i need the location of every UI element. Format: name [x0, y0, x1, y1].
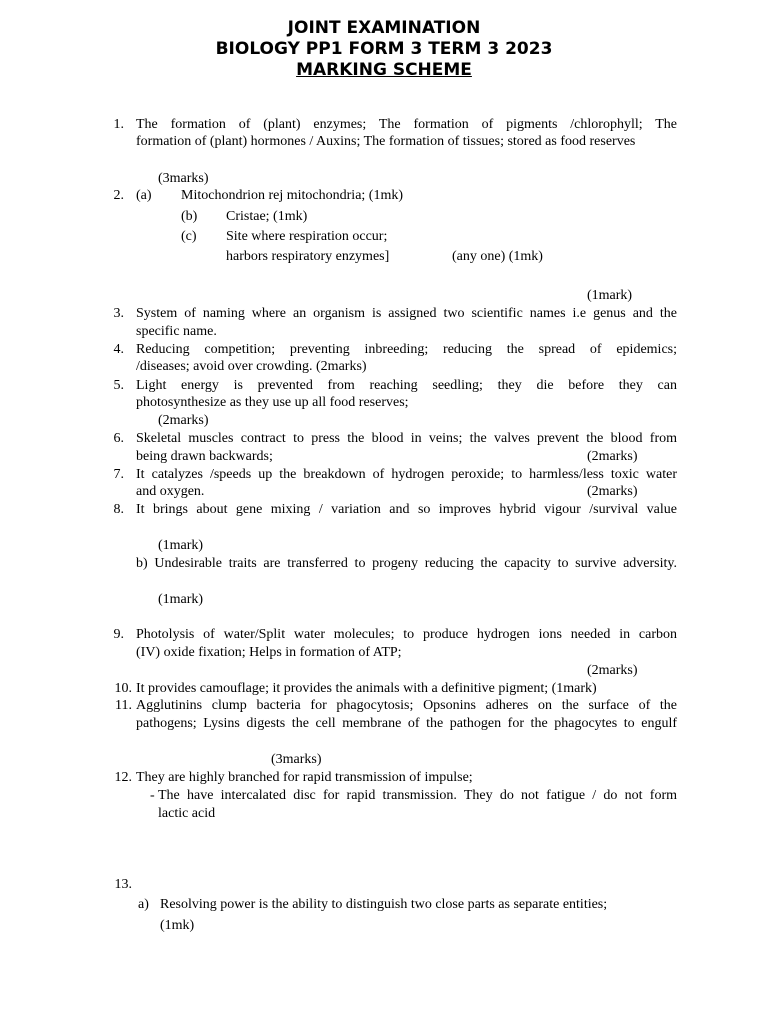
marks: (1mark) [158, 592, 204, 607]
question-number: 3. [113, 306, 124, 321]
question-number: 8. [113, 502, 124, 517]
answer-line: The have intercalated disc for rapid transmission. They do not fatigue / do not form [158, 788, 677, 803]
marks: (2marks) [158, 413, 209, 428]
marks: (1mark) [158, 538, 204, 553]
answer-line: specific name. [136, 324, 217, 339]
marks: (3marks) [271, 752, 322, 767]
question-number: 10. [114, 681, 132, 696]
marking-scheme-title [0, 60, 768, 80]
part-label: (b) [181, 209, 198, 224]
answer-line: The formation of (plant) enzymes; The formation of pigments /chlorophyll; The [136, 117, 677, 132]
answer-line: photosynthesize as they use up all food reserves; [136, 395, 409, 410]
answer-line: It catalyzes /speeds up the breakdown of hydrogen peroxide; to harmless/less toxic water [136, 467, 677, 482]
answer-line: Mitochondrion rej mitochondria; (1mk) [181, 188, 404, 203]
bullet: - [150, 788, 155, 803]
answer-line: and oxygen. [136, 484, 205, 499]
answer-line: formation of (plant) hormones / Auxins; The formation of tissues; stored as food reserves [136, 134, 636, 149]
answer-line: b) Undesirable traits are transferred to progeny reducing the capacity to survive adversity. [136, 556, 677, 571]
question-number: 1. [113, 117, 124, 132]
marking-scheme-label: MARKING SCHEME [296, 60, 472, 80]
answer-line: It brings about gene mixing / variation and so improves hybrid vigour /survival value [136, 502, 677, 517]
answer-line: Cristae; (1mk) [226, 209, 308, 224]
marks: (1mark) [587, 288, 633, 303]
answer-line: System of naming where an organism is assigned two scientific names i.e genus and the [136, 306, 677, 321]
part-label: (a) [136, 188, 152, 203]
question-number: 5. [113, 378, 124, 393]
question-number: 9. [113, 627, 124, 642]
part-label: a) [138, 897, 149, 912]
question-number: 6. [113, 431, 124, 446]
answer-line: Resolving power is the ability to distinguish two close parts as separate entities; [160, 897, 608, 912]
question-number: 4. [113, 342, 124, 357]
answer-line: pathogens; Lysins digests the cell membrane of the pathogen for the phagocytes to engulf [136, 716, 677, 731]
marks: (2marks) [587, 484, 638, 499]
part-label: (c) [181, 229, 197, 244]
exam-subtitle: BIOLOGY PP1 FORM 3 TERM 3 2023 [215, 39, 553, 59]
answer-line: Light energy is prevented from reaching seedling; they die before they can [136, 378, 677, 393]
question-number: 2. [113, 188, 124, 203]
question-number: 7. [113, 467, 124, 482]
question-number: 11. [115, 698, 132, 713]
answer-line: It provides camouflage; it provides the animals with a definitive pigment; (1mark) [136, 681, 597, 696]
question-number: 13. [114, 877, 132, 892]
answer-line: Reducing competition; preventing inbreeding; reducing the spread of epidemics; [136, 342, 677, 357]
question-number: 12. [114, 770, 132, 785]
answer-line: lactic acid [158, 806, 216, 821]
marks: (2marks) [587, 663, 638, 678]
answer-line: harbors respiratory enzymes] [226, 249, 390, 264]
exam-title: JOINT EXAMINATION [287, 18, 481, 38]
marks: (3marks) [158, 171, 209, 186]
answer-line: (IV) oxide fixation; Helps in formation of ATP; [136, 645, 402, 660]
answer-line: They are highly branched for rapid transmission of impulse; [136, 770, 473, 785]
marks: (2marks) [587, 449, 638, 464]
answer-line: being drawn backwards; [136, 449, 273, 464]
answer-line: /diseases; avoid over crowding. (2marks) [136, 359, 367, 374]
marks: (any one) (1mk) [452, 249, 543, 264]
answer-line: Skeletal muscles contract to press the blood in veins; the valves prevent the blood from [136, 431, 677, 446]
answer-line: Agglutinins clump bacteria for phagocytosis; Opsonins adheres on the surface of the [136, 698, 677, 713]
answer-line: Site where respiration occur; [226, 229, 388, 244]
answer-line: Photolysis of water/Split water molecules; to produce hydrogen ions needed in carbon [136, 627, 677, 642]
marks: (1mk) [160, 918, 195, 933]
